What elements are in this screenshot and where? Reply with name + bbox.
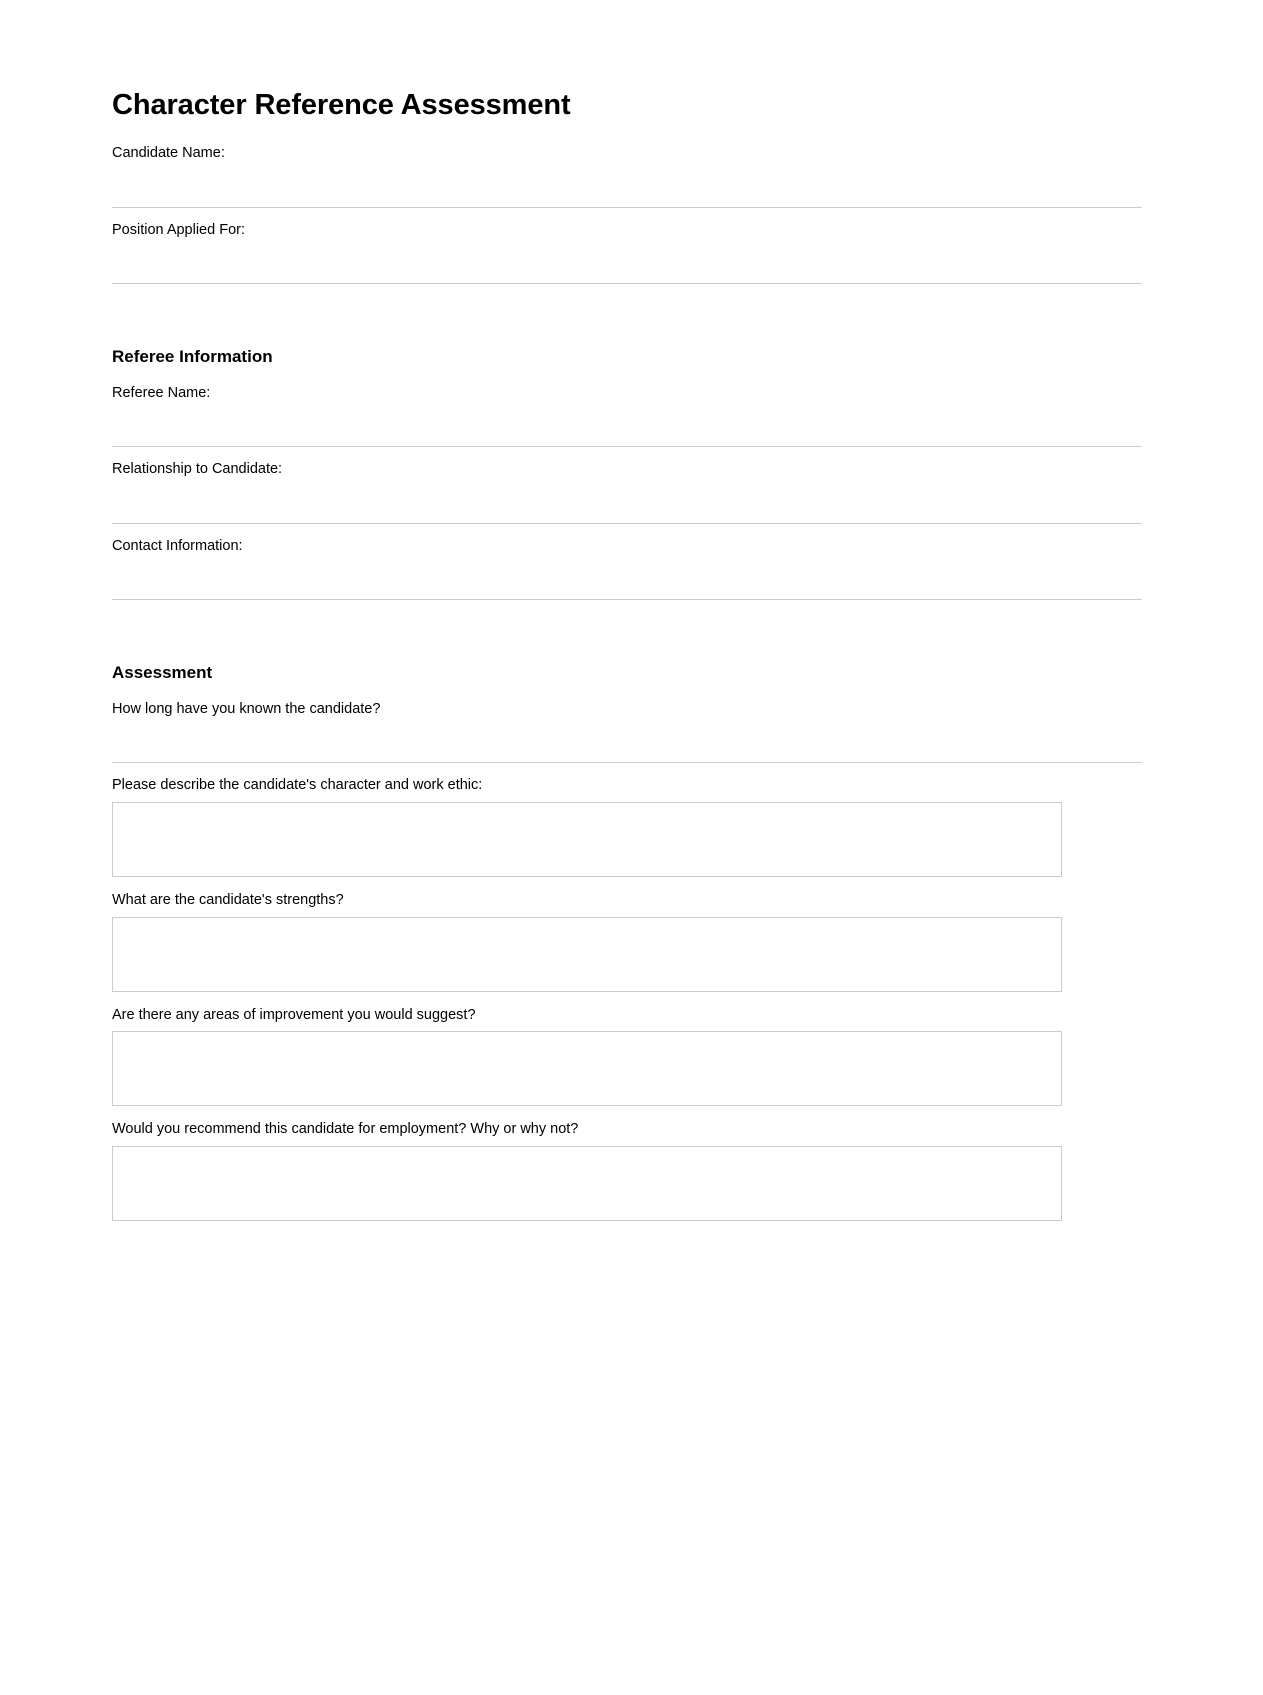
page-title: Character Reference Assessment	[112, 89, 571, 121]
candidate-name-input[interactable]	[112, 166, 1142, 208]
field-character-work-ethic	[112, 776, 1142, 877]
field-label-relationship-to-candidate: Relationship to Candidate:	[112, 461, 283, 478]
referee-name-input[interactable]	[112, 405, 1142, 447]
field-label-how-long-known: How long have you known the candidate?	[112, 700, 381, 717]
field-how-long-known	[112, 700, 1142, 764]
candidate-strengths-textarea[interactable]	[112, 917, 1062, 992]
field-candidate-strengths	[112, 891, 1142, 992]
spacer-referee	[112, 297, 1142, 347]
field-label-candidate-name: Candidate Name:	[112, 145, 225, 162]
contact-information-input[interactable]	[112, 558, 1142, 600]
section-heading-referee-information: Referee Information	[112, 347, 273, 367]
section-heading-assessment: Assessment	[112, 663, 213, 683]
field-label-candidate-strengths: What are the candidate's strengths?	[112, 891, 344, 908]
field-label-character-work-ethic: Please describe the candidate's character and work ethic:	[112, 777, 483, 794]
field-label-contact-information: Contact Information:	[112, 537, 243, 554]
field-recommendation	[112, 1120, 1142, 1221]
field-candidate-name	[112, 144, 1142, 208]
how-long-known-input[interactable]	[112, 721, 1142, 763]
field-label-recommendation: Would you recommend this candidate for employment? Why or why not?	[112, 1121, 579, 1138]
field-label-referee-name: Referee Name:	[112, 384, 211, 401]
field-position-applied-for	[112, 221, 1142, 285]
recommendation-textarea[interactable]	[112, 1146, 1062, 1221]
field-referee-name	[112, 384, 1142, 448]
field-relationship-to-candidate	[112, 460, 1142, 524]
spacer-assessment	[112, 613, 1142, 663]
field-areas-of-improvement	[112, 1006, 1142, 1107]
position-applied-for-input[interactable]	[112, 242, 1142, 284]
field-label-areas-of-improvement: Are there any areas of improvement you would suggest?	[112, 1006, 476, 1023]
field-label-position-applied-for: Position Applied For:	[112, 221, 245, 238]
relationship-to-candidate-input[interactable]	[112, 482, 1142, 524]
field-contact-information	[112, 537, 1142, 601]
areas-of-improvement-textarea[interactable]	[112, 1031, 1062, 1106]
character-work-ethic-textarea[interactable]	[112, 802, 1062, 877]
